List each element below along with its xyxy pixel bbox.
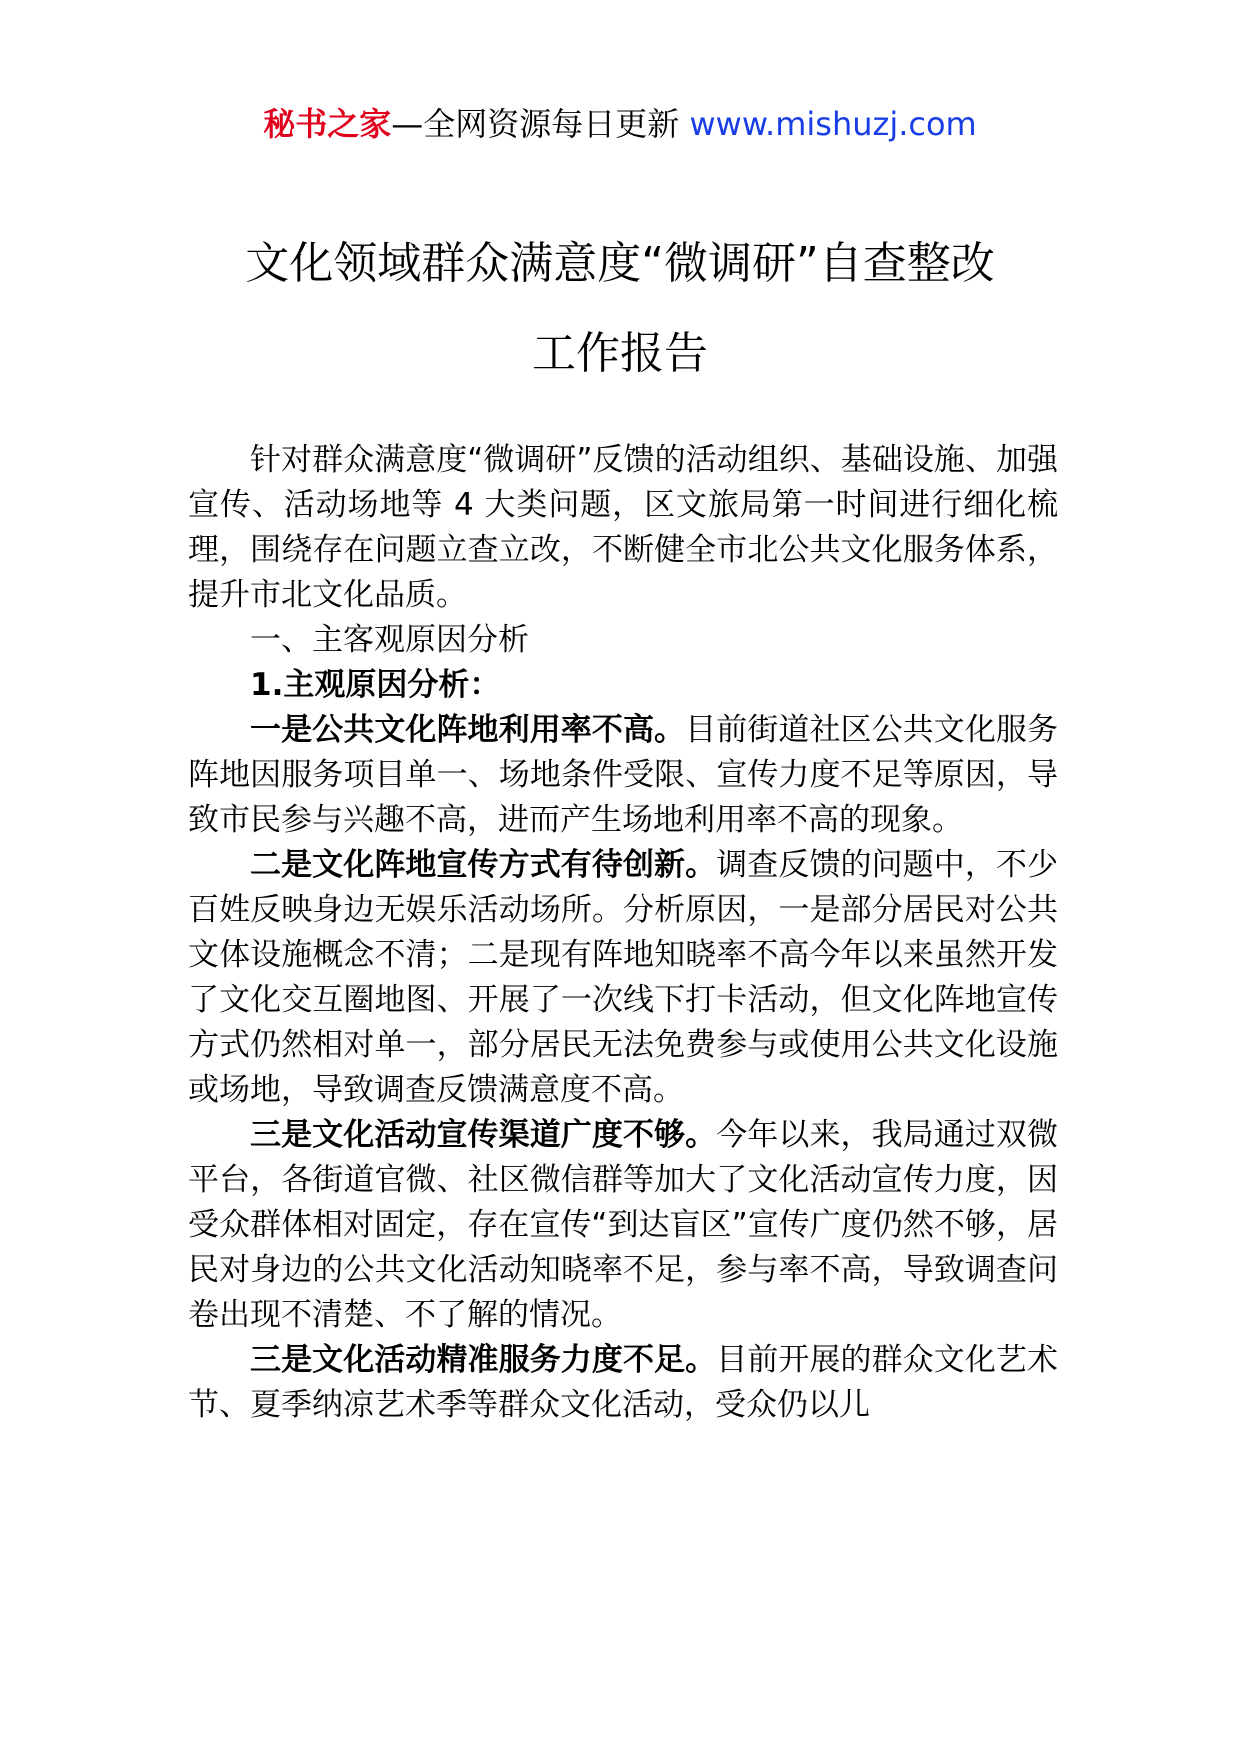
site-slogan: —全网资源每日更新 [391, 105, 690, 143]
site-url-link[interactable]: www.mishuzj.com [689, 105, 977, 143]
subsection-heading: 1.主观原因分析： [250, 667, 501, 703]
document-title-line1: 文化领域群众满意度“微调研”自查整改 [245, 238, 995, 289]
paragraph-3-text: 今年以来，我局通过双微平台，各街道官微、社区微信群等加大了文化活动宣传力度，因受众群体相对固定，存在宣传“到达盲区”宣传广度仍然不够，居民对身边的公共文化活动知晓率不足，参与率不高，导致调查问卷出现不清楚、不了解的情况。 [188, 1117, 1059, 1333]
intro-paragraph: 针对群众满意度“微调研”反馈的活动组织、基础设施、加强宣传、活动场地等 4 大类问题，区文旅局第一时间进行细化梳理，围绕存在问题立查立改，不断健全市北公共文化服务体系，提升市北文化品质。 [188, 442, 1058, 613]
paragraph-4 [188, 1338, 1058, 1428]
paragraph-4-text: 目前开展的群众文化艺术节、夏季纳凉艺术季等群众文化活动，受众仍以儿 [188, 1342, 1059, 1423]
site-header [0, 100, 1240, 148]
paragraph-2-lead: 二是文化阵地宣传方式有待创新。 [250, 847, 717, 883]
paragraph-1-lead: 一是公共文化阵地利用率不高。 [250, 712, 686, 748]
paragraph-4-lead: 三是文化活动精准服务力度不足。 [250, 1342, 717, 1378]
paragraph-2-text: 调查反馈的问题中，不少百姓反映身边无娱乐活动场所。分析原因，一是部分居民对公共文体设施概念不清；二是现有阵地知晓率不高今年以来虽然开发了文化交互圈地图、开展了一次线下打卡活动，但文化阵地宣传方式仍然相对单一，部分居民无法免费参与或使用公共文化设施或场地，导致调查反馈满意度不高。 [188, 847, 1059, 1108]
paragraph-1 [188, 708, 1058, 843]
paragraph-1-text: 目前街道社区公共文化服务阵地因服务项目单一、场地条件受限、宣传力度不足等原因，导致市民参与兴趣不高，进而产生场地利用率不高的现象。 [188, 712, 1059, 838]
section-heading: 一、主客观原因分析 [250, 622, 529, 658]
paragraph-3 [188, 1113, 1058, 1338]
brand-name: 秘书之家 [263, 105, 392, 143]
document-title-line2: 工作报告 [532, 328, 708, 379]
paragraph-3-lead: 三是文化活动宣传渠道广度不够。 [250, 1117, 717, 1153]
document-body [188, 438, 1058, 1428]
paragraph-2 [188, 843, 1058, 1113]
